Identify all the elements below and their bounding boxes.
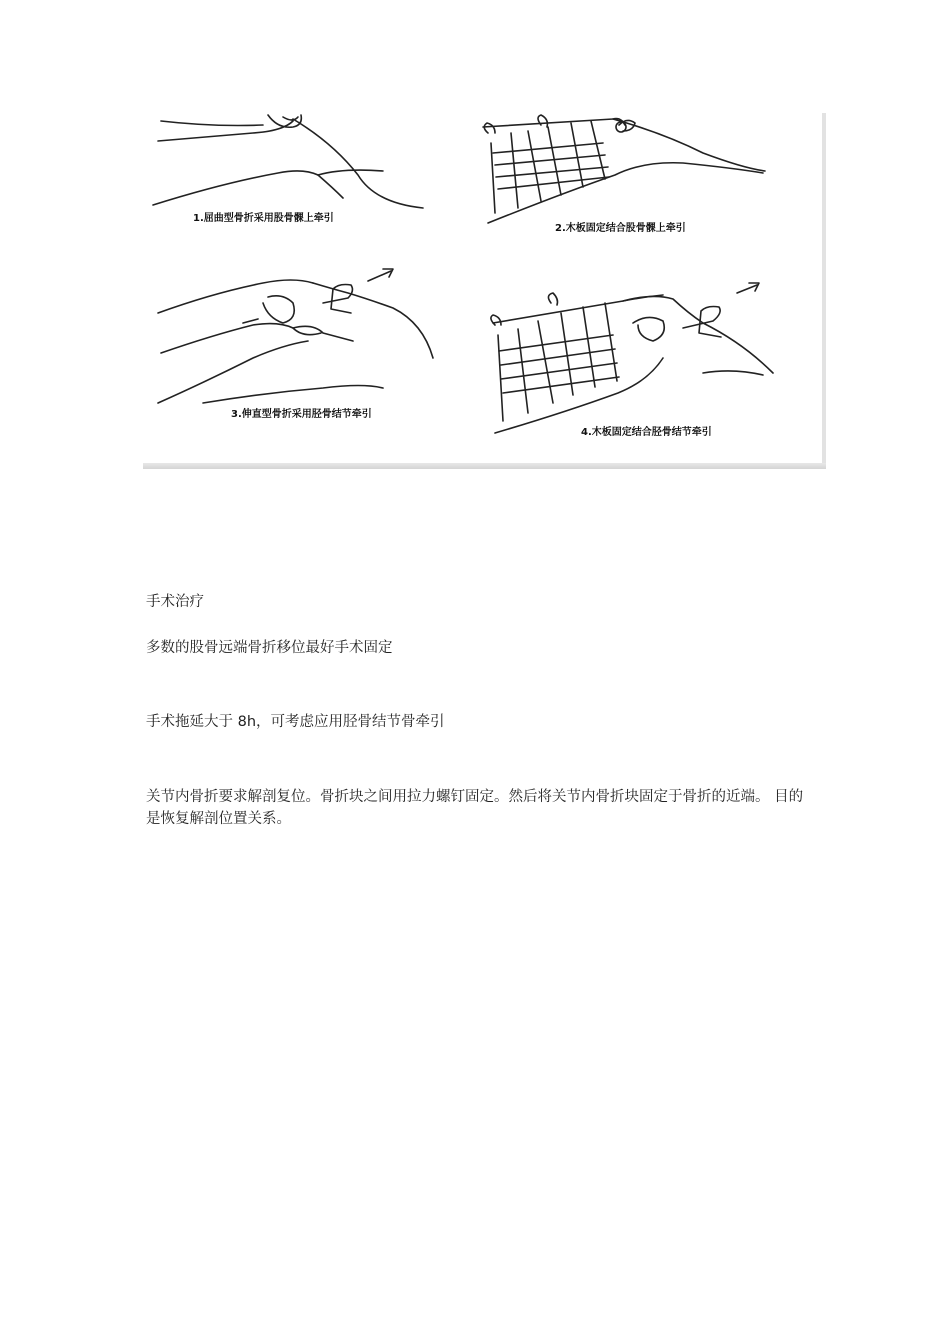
figure-shadow-bottom [143, 463, 826, 469]
paragraph-3: 关节内骨折要求解剖复位。骨折块之间用拉力螺钉固定。然后将关节内骨折块固定于骨折的近端。 目的是恢复解剖位置关系。 [146, 789, 804, 827]
panel-2-drawing [483, 115, 765, 223]
caption-4: 4.木板固定结合胫骨结节牵引 [581, 427, 712, 438]
caption-1: 1.屈曲型骨折采用股骨髁上牵引 [193, 213, 334, 224]
caption-3: 3.伸直型骨折采用胫骨结节牵引 [231, 409, 372, 420]
section-heading: 手术治疗 [146, 594, 204, 610]
traction-illustration [143, 113, 826, 469]
panel-1-drawing [153, 115, 423, 208]
panel-4-drawing [491, 283, 773, 433]
panel-3-drawing [158, 269, 433, 403]
figure-shadow-right [822, 113, 826, 469]
caption-2: 2.木板固定结合股骨髁上牵引 [555, 223, 686, 234]
paragraph-1: 多数的股骨远端骨折移位最好手术固定 [146, 640, 393, 656]
paragraph-2: 手术拖延大于 8h，可考虑应用胫骨结节骨牵引 [146, 714, 445, 730]
